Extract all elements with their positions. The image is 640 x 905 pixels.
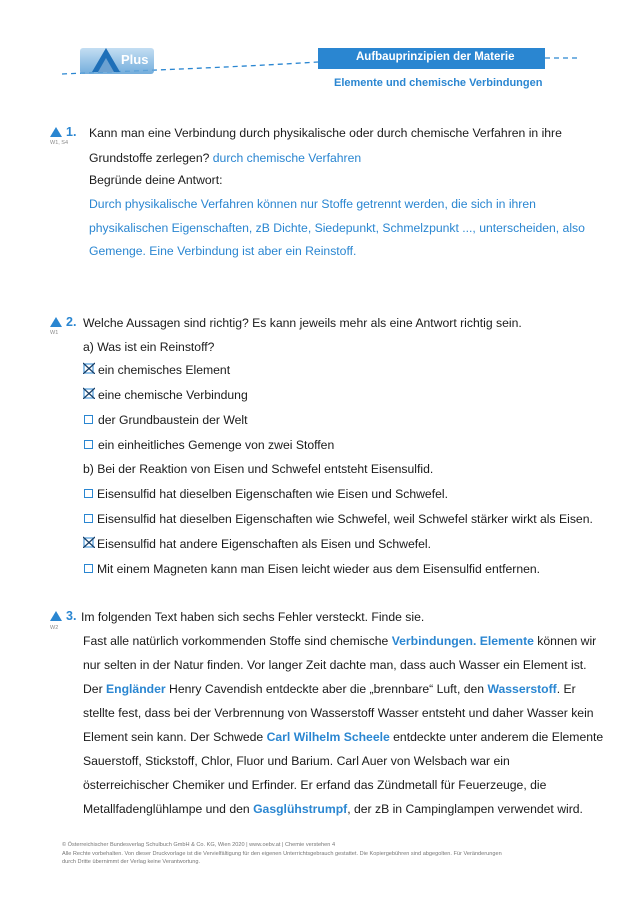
q2-b-option-1: Eisensulfid hat dieselben Eigenschaften wie Eisen und Schwefel. (97, 487, 448, 501)
text-segment: entdeckte unter anderem die Elemente (389, 730, 604, 744)
checkbox[interactable] (84, 489, 93, 498)
checkbox[interactable] (84, 564, 93, 573)
footer-rights: Alle Rechte vorbehalten. Von dieser Druckvorlage ist die Vervielfältigung für den eigenen Unterrichtsgebrauch gestattet. Die Kopiergebühren sind abgegolten. Für Veränderungen (62, 851, 502, 857)
question-number: 2. (66, 315, 77, 329)
q3-text-line8 (83, 801, 583, 817)
q3-text-line6: Sauerstoff, Stickstoff, Chlor, Fluor und Barium. Carl Auer von Welsbach war ein (83, 754, 510, 768)
text-segment: Fast alle natürlich vorkommenden Stoffe sind chemische (83, 634, 392, 648)
checkbox[interactable] (84, 415, 93, 424)
q3-text-line5 (83, 729, 603, 745)
text-segment: , der zB in Campinglampen verwendet wird. (347, 802, 583, 816)
q3-text-line3 (83, 681, 576, 697)
q2-b-option-3: Eisensulfid hat andere Eigenschaften als Eisen und Schwefel. (97, 537, 432, 551)
q3-text-line2: nur selten in der Natur finden. Vor langer Zeit dachte man, dass auch Wasser ein Element ist. (83, 658, 587, 672)
q1-question-end: Grundstoffe zerlegen? (89, 151, 210, 165)
q2-a-question: a) Was ist ein Reinstoff? (83, 340, 215, 354)
logo-text: Plus (121, 52, 149, 67)
text-segment: können wir (533, 634, 597, 648)
checkbox[interactable] (84, 514, 93, 523)
checked-checkbox-icon[interactable] (83, 387, 95, 399)
q1-text-line1: Kann man eine Verbindung durch physikalische oder durch chemische Verfahren in ihre (89, 126, 562, 140)
error-highlight: Engländer (106, 682, 166, 696)
q2-b-question: b) Bei der Reaktion von Eisen und Schwefel entsteht Eisensulfid. (83, 462, 434, 476)
q3-text-line1 (83, 633, 596, 649)
q2-a-option-1: ein chemisches Element (98, 363, 231, 377)
question-code: W1, S4 (50, 140, 69, 146)
text-segment: Metallfadenglühlampe und den (83, 802, 254, 816)
question-code: W2 (50, 625, 59, 631)
error-highlight: Wasserstoff (487, 682, 557, 696)
q1-reason-line3: Gemenge. Eine Verbindung ist aber ein Reinstoff. (89, 244, 357, 258)
error-highlight: Gasglühstrumpf (253, 802, 348, 816)
text-segment: Henry Cavendish entdeckte aber die „brennbare“ Luft, den (165, 682, 488, 696)
q2-a-option-2: eine chemische Verbindung (98, 388, 248, 402)
q1-answer: durch chemische Verfahren (212, 151, 362, 165)
page-title: Aufbauprinzipien der Materie (356, 51, 515, 63)
q1-reason-line1: Durch physikalische Verfahren können nur Stoffe getrennt werden, die sich in ihren (89, 197, 536, 211)
q3-text-line7: österreichischer Chemiker und Erfinder. Er erfand das Zündmetall für Feuerzeuge, die (83, 778, 547, 792)
plus-logo (80, 46, 154, 74)
header-title-bar (318, 48, 545, 69)
q2-b-option-4: Mit einem Magneten kann man Eisen leicht wieder aus dem Eisensulfid entfernen. (97, 562, 541, 576)
triangle-marker-icon (50, 611, 62, 621)
text-segment: . Er (556, 682, 576, 696)
footer-responsibility: durch Dritte übernimmt der Verlag keine Verantwortung. (62, 859, 201, 865)
q1-text-line2 (89, 150, 361, 166)
triangle-marker-icon (50, 127, 62, 137)
checked-checkbox-icon[interactable] (83, 362, 95, 374)
text-segment: Element sein kann. Der Schwede (83, 730, 267, 744)
checked-checkbox-icon[interactable] (83, 536, 95, 548)
error-highlight: Verbindungen. Elemente (391, 634, 534, 648)
q2-a-option-3: der Grundbaustein der Welt (98, 413, 248, 427)
text-segment: Der (83, 682, 107, 696)
checkbox[interactable] (84, 440, 93, 449)
q2-a-option-4: ein einheitliches Gemenge von zwei Stoffen (98, 438, 335, 452)
q1-prompt: Begründe deine Antwort: (89, 173, 223, 187)
question-number: 1. (66, 125, 77, 139)
q2-question: Welche Aussagen sind richtig? Es kann jeweils mehr als eine Antwort richtig sein. (83, 316, 522, 330)
page-subtitle: Elemente und chemische Verbindungen (334, 77, 543, 89)
triangle-marker-icon (50, 317, 62, 327)
footer-copyright: © Österreichischer Bundesverlag Schulbuch GmbH & Co. KG, Wien 2020 | www.oebv.at | Chemie verstehen 4 (62, 842, 336, 848)
error-highlight: Carl Wilhelm Scheele (266, 730, 390, 744)
q2-b-option-2: Eisensulfid hat dieselben Eigenschaften wie Schwefel, weil Schwefel stärker wirkt als Eisen. (97, 512, 593, 526)
q3-text-line4: stellte fest, dass bei der Verbrennung von Wasserstoff Wasser entsteht und daher Wasser kein (83, 706, 594, 720)
question-code: W1 (50, 330, 59, 336)
q3-question: Im folgenden Text haben sich sechs Fehler versteckt. Finde sie. (81, 610, 425, 624)
q1-reason-line2: physikalischen Eigenschaften, zB Dichte, Siedepunkt, Schmelzpunkt ..., unterscheiden, also (89, 221, 585, 235)
question-number: 3. (66, 609, 77, 623)
